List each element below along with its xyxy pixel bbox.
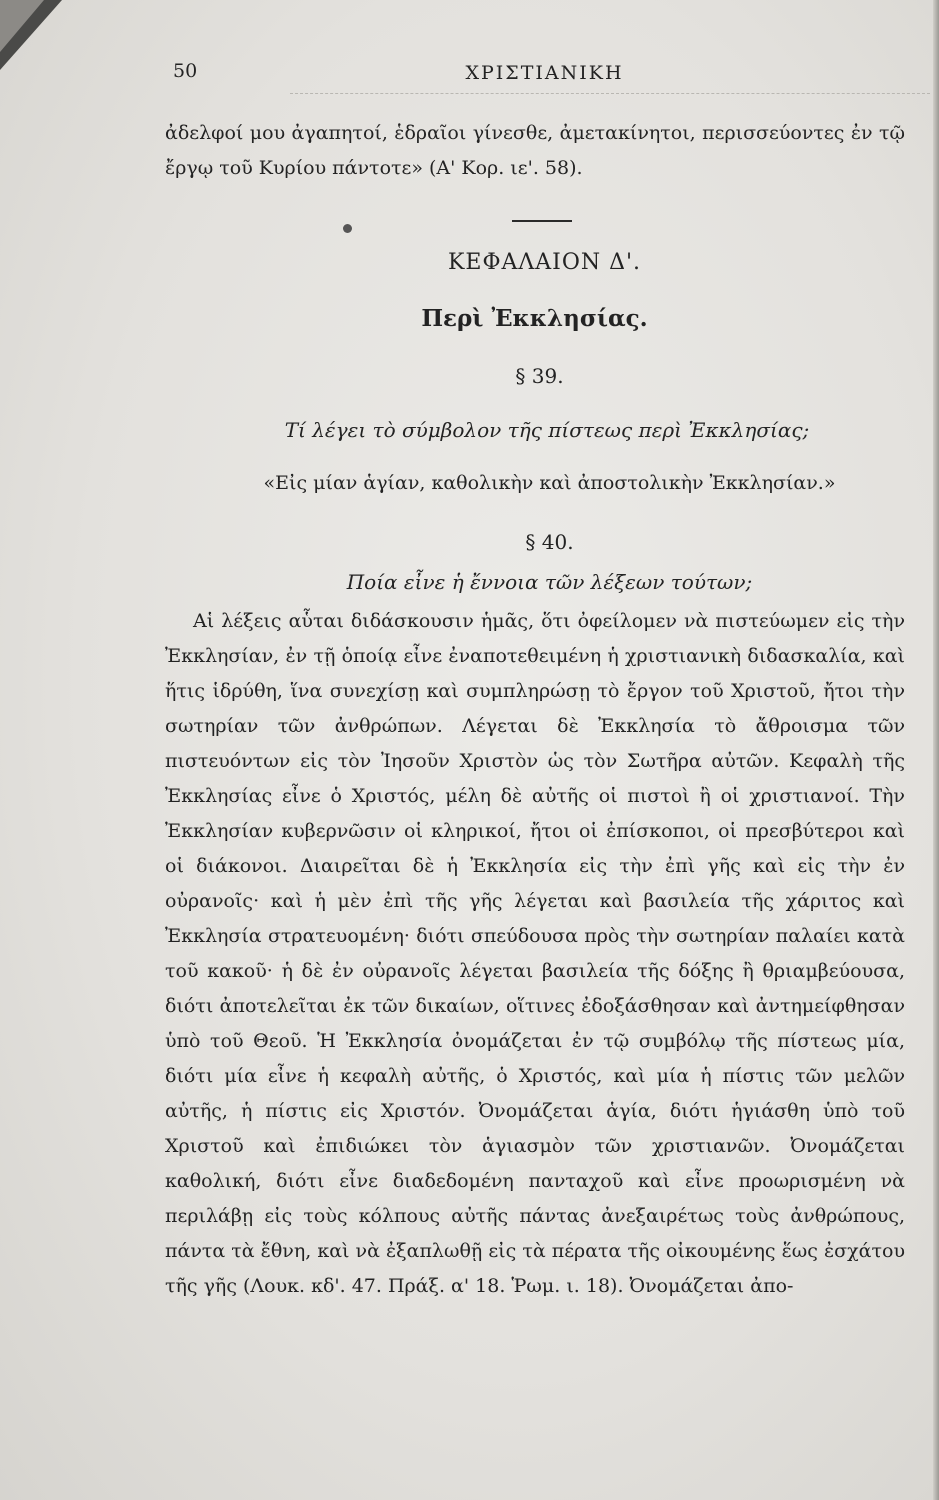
section-number-39: § 39. — [515, 364, 564, 388]
page-edge-shadow — [933, 0, 939, 1500]
section-question-40: Ποία εἶνε ἡ ἔννοια τῶν λέξεων τούτων; — [346, 570, 753, 594]
section-number-40: § 40. — [525, 530, 574, 554]
torn-corner-fold — [0, 0, 44, 52]
ink-blot — [343, 224, 352, 233]
section-answer-39: «Εἰς μίαν ἁγίαν, καθολικὴν καὶ ἀποστολικὴν Ἐκκλησίαν.» — [263, 472, 836, 494]
running-title: ΧΡΙΣΤΙΑΝΙΚΗ — [465, 62, 624, 84]
chapter-subtitle: Περὶ Ἐκκλησίας. — [421, 305, 648, 332]
chapter-title: ΚΕΦΑΛΑΙΟΝ Δ'. — [447, 250, 642, 275]
intro-paragraph: ἀδελφοί μου ἀγαπητοί, ἑδραῖοι γίνεσθε, ἀμετακίνητοι, περισσεύοντες ἐν τῷ ἔργῳ τοῦ Κυρίου πάντοτε» (Α' Κορ. ιε'. 58). — [165, 122, 905, 179]
header-rule — [290, 93, 930, 94]
page-number: 50 — [173, 60, 198, 82]
section-answer-40: Αἱ λέξεις αὗται διδάσκουσιν ἡμᾶς, ὅτι ὀφείλομεν νὰ πιστεύωμεν εἰς τὴν Ἐκκλησίαν, ἐν τῇ ὁποίᾳ εἶνε ἐναποτεθειμένη ἡ χριστιανικὴ διδασκαλία, καὶ ἥτις ἱδρύθη, ἵνα συνεχίσῃ καὶ συμπληρώσῃ τὸ ἔργον τοῦ Χριστοῦ, ἤτοι τὴν σωτηρίαν τῶν ἀνθρώπων. Λέγεται δὲ Ἐκκλησία τὸ ἄθροισμα τῶν πιστευόντων εἰς τὸν Ἰησοῦν Χριστὸν ὡς τὸν Σωτῆρα αὐτῶν. Κεφαλὴ τῆς Ἐκκλησίας εἶνε ὁ Χριστός, μέλη δὲ αὐτῆς οἱ πιστοὶ ἢ οἱ χριστιανοί. Τὴν Ἐκκλησίαν κυβερνῶσιν οἱ κληρικοί, ἤτοι οἱ ἐπίσκοποι, οἱ πρεσβύτεροι καὶ οἱ διάκονοι. Διαιρεῖται δὲ ἡ Ἐκκλησία εἰς τὴν ἐπὶ γῆς καὶ εἰς τὴν ἐν οὐρανοῖς· καὶ ἡ μὲν ἐπὶ τῆς γῆς λέγεται καὶ βασιλεία τῆς χάριτος καὶ Ἐκκλησία στρατευομένη· διότι σπεύδουσα πρὸς τὴν σωτηρίαν παλαίει κατὰ τοῦ κακοῦ· ἡ δὲ ἐν οὐρανοῖς λέγεται βασιλεία τῆς δόξης ἢ θριαμβεύουσα, διότι ἀποτελεῖται ἐκ τῶν δικαίων, οἵτινες ἐδοξάσθησαν καὶ ἀντημείφθησαν ὑπὸ τοῦ Θεοῦ. Ἡ Ἐκκλησία ὀνομάζεται ἐν τῷ συμβόλῳ τῆς πίστεως μία, διότι μία εἶνε ἡ κεφαλὴ αὐτῆς, ὁ Χριστός, καὶ μία ἡ πίστις τῶν μελῶν αὐτῆς, ἡ πίστις εἰς Χριστόν. Ὀνομάζεται ἁγία, διότι ἡγιάσθη ὑπὸ τοῦ Χριστοῦ καὶ ἐπιδιώκει τὸν ἁγιασμὸν τῶν χριστιανῶν. Ὀνομάζεται καθολική, διότι εἶνε διαδεδομένη πανταχοῦ καὶ εἶνε προωρισμένη νὰ περιλάβῃ εἰς τοὺς κόλπους αὐτῆς πάντας ἀνεξαιρέτως τοὺς ἀνθρώπους, πάντα τὰ ἔθνη, καὶ νὰ ἐξαπλωθῇ εἰς τὰ πέρατα τῆς οἰκουμένης ἕως ἐσχάτου τῆς γῆς (Λουκ. κδ'. 47. Πράξ. α' 18. Ῥωμ. ι. 18). Ὀνομάζεται ἀπο- — [165, 610, 905, 1297]
page-header — [0, 60, 939, 92]
section-question-39: Τί λέγει τὸ σύμβολον τῆς πίστεως περὶ Ἐκκλησίας; — [284, 418, 810, 442]
chapter-divider — [512, 220, 572, 222]
